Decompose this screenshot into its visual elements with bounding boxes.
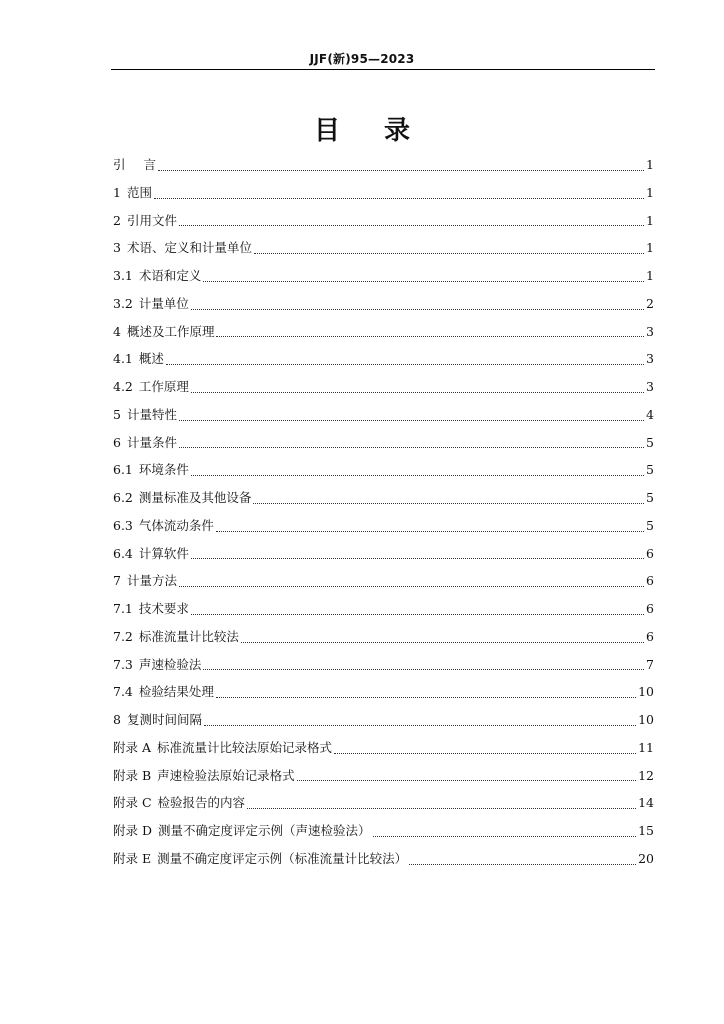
toc-entry-page: 5 (646, 517, 654, 533)
toc-entry-label: 计算软件 (138, 545, 189, 561)
toc-entry-page: 1 (646, 212, 654, 228)
toc-entry-number: 6 (113, 434, 121, 450)
toc-entry-number: 7 (113, 573, 121, 589)
toc-entry-number: 7.2 (113, 628, 133, 644)
toc-entry[interactable] (113, 623, 654, 651)
toc-entry-number: 1 (113, 184, 121, 200)
toc-entry-label: 术语和定义 (138, 268, 202, 283)
toc-entry-page: 3 (646, 379, 654, 394)
toc-entry-label: 术语、定义和计量单位 (126, 240, 252, 256)
toc-entry[interactable] (113, 373, 654, 401)
toc-entry-page: 2 (646, 295, 654, 311)
toc-leader-dots (191, 557, 644, 559)
toc-entry-page: 6 (646, 545, 654, 561)
toc-entry-page: 15 (638, 823, 654, 838)
toc-entry-number: 4.2 (113, 379, 133, 394)
toc-entry[interactable] (113, 845, 654, 873)
toc-entry-number: 4.1 (113, 351, 133, 367)
toc-entry-page: 3 (646, 323, 654, 339)
toc-entry[interactable] (113, 706, 654, 734)
toc-entry[interactable] (113, 678, 654, 706)
toc-entry-page: 1 (646, 268, 654, 283)
toc-entry[interactable] (113, 762, 654, 790)
toc-leader-dots (166, 363, 644, 365)
toc-entry-label: 范围 (126, 184, 152, 200)
toc-entry-page: 4 (646, 406, 654, 422)
toc-entry-label: 标准流量计比较法原始记录格式 (157, 739, 333, 755)
toc-entry-page: 1 (646, 184, 654, 200)
toc-entry-label: 气体流动条件 (138, 517, 214, 533)
toc-entry[interactable] (113, 234, 654, 262)
toc-entry-label: 检验结果处理 (138, 684, 214, 700)
toc-entry-label: 计量条件 (126, 434, 177, 450)
toc-leader-dots (216, 696, 636, 698)
toc-entry-number: 3 (113, 240, 121, 256)
toc-entry-label: 计量方法 (126, 573, 177, 589)
page-title: 目录 (313, 116, 454, 146)
toc-entry-number: 7.1 (113, 601, 133, 616)
toc-leader-dots (191, 391, 644, 393)
toc-entry-page: 12 (638, 767, 654, 783)
toc-entry[interactable] (113, 262, 654, 290)
toc-entry-number: 7.4 (113, 684, 133, 700)
toc-entry-number: 3.2 (113, 295, 133, 311)
toc-leader-dots (253, 502, 644, 504)
toc-leader-dots (158, 169, 644, 171)
toc-leader-dots (409, 863, 636, 865)
toc-leader-dots (373, 835, 637, 837)
toc-entry-page: 5 (646, 490, 654, 505)
toc-entry-label: 环境条件 (138, 462, 189, 478)
toc-entry-label: 引用文件 (126, 212, 177, 228)
toc-entry-label: 测量不确定度评定示例（标准流量计比较法） (157, 850, 408, 866)
toc-leader-dots (216, 335, 644, 337)
toc-entry-number: 6.4 (113, 545, 133, 561)
toc-entry-page: 6 (646, 601, 654, 616)
toc-leader-dots (297, 779, 636, 781)
toc-entry-page: 1 (646, 157, 654, 172)
toc-entry-number: 6.1 (113, 462, 133, 478)
toc-entry-label: 测量标准及其他设备 (138, 490, 252, 505)
toc-entry[interactable] (113, 151, 654, 179)
toc-entry-label: 计量特性 (126, 406, 177, 422)
table-of-contents (113, 151, 654, 873)
toc-entry-page: 11 (638, 739, 654, 755)
toc-entry[interactable] (113, 401, 654, 429)
toc-entry-label: 工作原理 (138, 379, 189, 394)
header-divider (111, 69, 655, 70)
toc-leader-dots (179, 224, 644, 226)
toc-leader-dots (179, 419, 644, 421)
toc-entry-page: 5 (646, 434, 654, 450)
toc-leader-dots (334, 752, 636, 754)
toc-entry-label: 技术要求 (138, 601, 189, 616)
toc-entry[interactable] (113, 595, 654, 623)
toc-entry-label: 概述及工作原理 (126, 323, 215, 339)
toc-entry-label: 检验报告的内容 (157, 795, 246, 811)
toc-entry-label: 测量不确定度评定示例（声速检验法） (158, 823, 371, 838)
toc-entry-page: 1 (646, 240, 654, 256)
toc-entry[interactable] (113, 207, 654, 235)
toc-entry[interactable] (113, 817, 654, 845)
toc-leader-dots (241, 641, 644, 643)
toc-entry-label: 复测时间间隔 (126, 712, 202, 727)
toc-entry[interactable] (113, 484, 654, 512)
toc-entry-page: 5 (646, 462, 654, 478)
toc-entry-page: 20 (638, 850, 654, 866)
toc-entry[interactable] (113, 456, 654, 484)
toc-entry[interactable] (113, 651, 654, 679)
toc-entry-number: 附录 D (113, 823, 152, 838)
toc-entry-page: 6 (646, 573, 654, 589)
toc-entry-number: 5 (113, 406, 121, 422)
toc-entry[interactable] (113, 290, 654, 318)
toc-entry-number: 8 (113, 712, 121, 727)
toc-entry-page: 14 (638, 795, 654, 811)
toc-entry-number: 7.3 (113, 656, 133, 672)
toc-leader-dots (154, 197, 644, 199)
toc-leader-dots (191, 474, 644, 476)
toc-entry-page: 10 (638, 712, 654, 727)
toc-entry-number: 附录 E (113, 850, 152, 866)
toc-leader-dots (179, 446, 644, 448)
toc-leader-dots (247, 807, 636, 809)
toc-leader-dots (179, 585, 644, 587)
toc-entry-page: 6 (646, 628, 654, 644)
toc-leader-dots (203, 280, 644, 282)
toc-entry-label: 声速检验法 (138, 656, 202, 672)
toc-entry-page: 10 (638, 684, 654, 700)
toc-leader-dots (216, 530, 644, 532)
toc-entry[interactable] (113, 345, 654, 373)
toc-entry-label: 声速检验法原始记录格式 (157, 767, 295, 783)
toc-entry-number: 6.2 (113, 490, 133, 505)
document-code: JJF(新)95—2023 (309, 52, 415, 66)
toc-entry-number: 2 (113, 212, 121, 228)
toc-entry-number: 4 (113, 323, 121, 339)
toc-entry-page: 7 (646, 656, 654, 672)
toc-leader-dots (191, 613, 644, 615)
toc-leader-dots (203, 668, 644, 670)
toc-entry[interactable] (113, 512, 654, 540)
toc-leader-dots (254, 252, 644, 254)
toc-entry-label: 标准流量计比较法 (138, 628, 239, 644)
toc-entry[interactable] (113, 734, 654, 762)
toc-entry[interactable] (113, 318, 654, 346)
toc-leader-dots (204, 724, 636, 726)
toc-entry-number: 附录 C (113, 795, 152, 811)
toc-entry[interactable] (113, 429, 654, 457)
toc-entry-label: 言 (143, 157, 157, 172)
toc-entry[interactable] (113, 789, 654, 817)
toc-entry-number: 附录 B (113, 767, 152, 783)
toc-entry-number: 3.1 (113, 268, 133, 283)
toc-entry-number: 6.3 (113, 517, 133, 533)
toc-entry-label: 计量单位 (138, 295, 189, 311)
toc-leader-dots (191, 308, 644, 310)
toc-entry[interactable] (113, 567, 654, 595)
toc-entry-number: 附录 A (113, 739, 152, 755)
toc-entry[interactable] (113, 540, 654, 568)
toc-entry-number: 引 (113, 157, 126, 172)
toc-entry-label: 概述 (138, 351, 164, 367)
toc-entry-page: 3 (646, 351, 654, 367)
toc-entry[interactable] (113, 179, 654, 207)
